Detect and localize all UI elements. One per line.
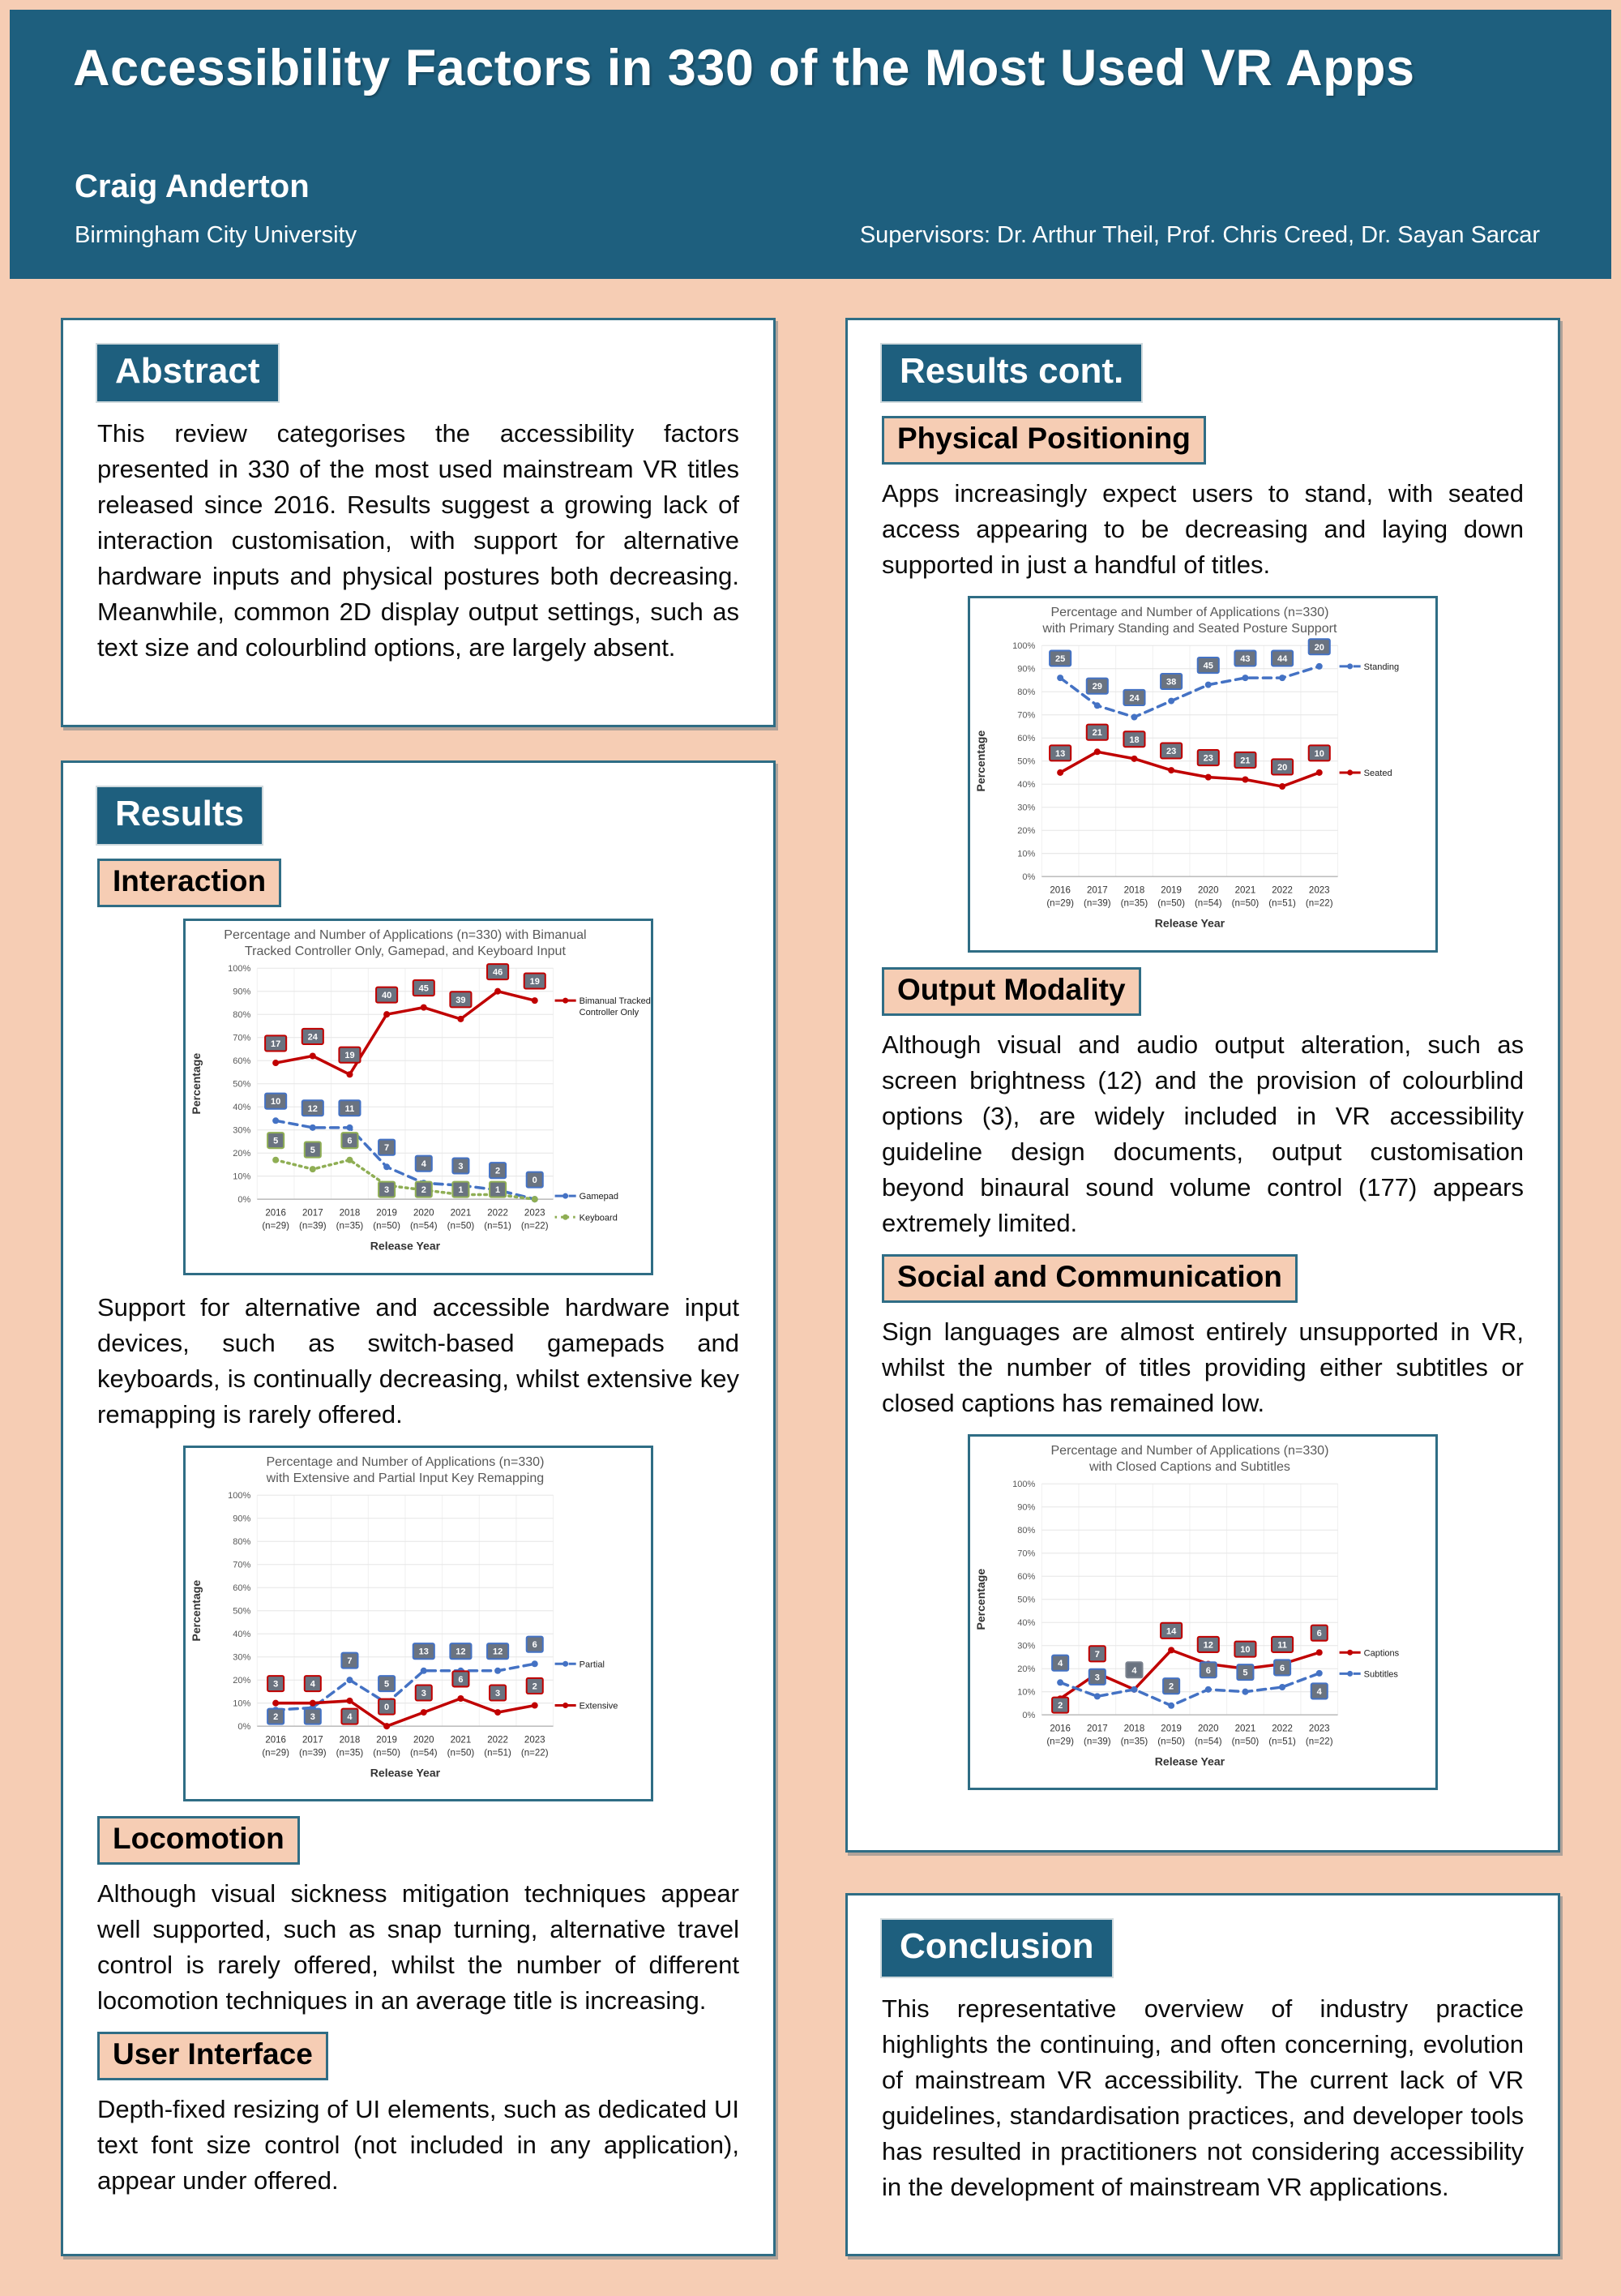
output-modality-body: Although visual and audio output alteration, such as screen brightness (12) and the provision of colourblind options (3), are widely included in VR accessibility guideline design documents, output customisation beyond binaural sound volume control (177) appears extremely limited. [882, 1030, 1524, 1237]
svg-text:2021: 2021 [450, 1208, 472, 1219]
interaction-heading: Interaction [97, 859, 281, 907]
svg-text:10%: 10% [1017, 1687, 1036, 1698]
svg-text:23: 23 [1203, 753, 1213, 764]
svg-text:90%: 90% [233, 987, 251, 997]
svg-text:2019: 2019 [1161, 1723, 1182, 1733]
svg-text:13: 13 [1055, 748, 1066, 759]
svg-text:(n=35): (n=35) [1120, 1737, 1148, 1746]
svg-text:2018: 2018 [339, 1734, 361, 1745]
svg-text:2017: 2017 [1086, 1723, 1108, 1733]
svg-text:with Closed Captions and Subti: with Closed Captions and Subtitles [1089, 1459, 1290, 1474]
svg-text:6: 6 [347, 1136, 353, 1146]
svg-text:(n=22): (n=22) [1305, 898, 1333, 909]
svg-text:0%: 0% [237, 1721, 251, 1732]
svg-text:(n=22): (n=22) [520, 1221, 549, 1232]
svg-text:(n=22): (n=22) [520, 1747, 549, 1758]
svg-text:(n=51): (n=51) [484, 1221, 511, 1232]
svg-text:2020: 2020 [1197, 1723, 1219, 1733]
svg-text:0%: 0% [1022, 1710, 1036, 1720]
svg-text:7: 7 [1094, 1649, 1100, 1660]
svg-text:Standing: Standing [1363, 662, 1400, 672]
poster-title: Accessibility Factors in 330 of the Most Used VR Apps [73, 40, 1415, 96]
svg-text:38: 38 [1165, 677, 1177, 688]
svg-text:6: 6 [1205, 1665, 1211, 1676]
svg-text:2: 2 [273, 1711, 279, 1722]
results-heading: Results [97, 787, 262, 844]
svg-text:4: 4 [310, 1679, 315, 1690]
svg-text:Percentage and Number of Appli: Percentage and Number of Applications (n=330) with Bimanual [224, 927, 587, 943]
conclusion-body: This representative overview of industry practice highlights the continuing, and often concerning, evolution of mainstream VR accessibility. The current lack of VR guidelines, standardisation practices, and developer tools has resulted in practitioners not considering accessibility in the development of mainstream VR applications. [882, 1994, 1524, 2202]
svg-text:3: 3 [495, 1688, 501, 1698]
svg-text:Controller Only: Controller Only [579, 1008, 639, 1018]
svg-text:100%: 100% [1012, 1479, 1036, 1489]
svg-text:Percentage: Percentage [974, 730, 988, 792]
svg-text:12: 12 [492, 1647, 503, 1657]
svg-text:10%: 10% [1017, 849, 1036, 859]
svg-text:Tracked Controller Only, Gamep: Tracked Controller Only, Gamepad, and Keyboard Input [244, 944, 566, 959]
svg-text:2021: 2021 [1234, 885, 1256, 896]
svg-text:2018: 2018 [1123, 885, 1145, 896]
svg-text:(n=54): (n=54) [409, 1747, 438, 1758]
locomotion-body: Although visual sickness mitigation techniques appear well supported, such as snap turning, alternative travel control is rarely offered, whilst the number of different locomotion techniques in an average title is increasing. [97, 1879, 739, 2015]
chart-svg-key-remapping [186, 1448, 651, 1800]
svg-text:10: 10 [1240, 1644, 1251, 1655]
svg-text:3: 3 [458, 1162, 464, 1172]
author-name: Craig Anderton [75, 169, 310, 204]
svg-text:20%: 20% [233, 1149, 251, 1159]
svg-text:3: 3 [421, 1688, 426, 1698]
svg-text:Percentage: Percentage [190, 1052, 203, 1115]
svg-text:Partial: Partial [579, 1659, 605, 1669]
svg-text:(n=54): (n=54) [409, 1221, 438, 1232]
svg-text:Captions: Captions [1363, 1647, 1400, 1658]
chart-captions-subtitles [968, 1434, 1438, 1791]
svg-text:50%: 50% [1017, 1595, 1036, 1605]
svg-text:6: 6 [532, 1639, 537, 1650]
svg-text:2022: 2022 [487, 1208, 508, 1219]
svg-text:90%: 90% [233, 1514, 251, 1524]
svg-text:Bimanual Tracked: Bimanual Tracked [579, 996, 651, 1007]
svg-text:(n=29): (n=29) [1046, 1737, 1074, 1746]
svg-text:2016: 2016 [1050, 1723, 1071, 1733]
svg-text:2018: 2018 [1123, 1723, 1145, 1733]
svg-text:7: 7 [347, 1656, 353, 1666]
conclusion-heading: Conclusion [882, 1920, 1112, 1977]
svg-text:45: 45 [1203, 661, 1213, 671]
results-cont-heading: Results cont. [882, 345, 1141, 401]
supervisors: Supervisors: Dr. Arthur Theil, Prof. Chris Creed, Dr. Sayan Sarcar [859, 222, 1540, 248]
svg-text:10: 10 [1314, 748, 1324, 759]
svg-text:(n=50): (n=50) [1157, 1737, 1185, 1746]
chart-svg-input-methods [186, 921, 651, 1273]
svg-text:(n=50): (n=50) [447, 1747, 475, 1758]
chart-svg-captions-subtitles [970, 1437, 1435, 1788]
user-interface-heading: User Interface [97, 2032, 328, 2080]
svg-text:Gamepad: Gamepad [579, 1192, 619, 1202]
svg-text:2016: 2016 [1050, 885, 1071, 896]
svg-text:Percentage and Number of Appli: Percentage and Number of Applications (n=330) [1050, 605, 1329, 620]
svg-text:(n=35): (n=35) [336, 1221, 364, 1232]
svg-text:2022: 2022 [1272, 1723, 1293, 1733]
svg-text:40%: 40% [1017, 780, 1036, 790]
svg-text:100%: 100% [228, 964, 251, 975]
social-communication-heading: Social and Communication [882, 1254, 1298, 1303]
svg-text:29: 29 [1092, 682, 1102, 692]
svg-text:(n=39): (n=39) [1083, 1737, 1111, 1746]
chart-svg-posture-support [970, 598, 1435, 950]
svg-text:(n=50): (n=50) [447, 1221, 475, 1232]
svg-text:(n=39): (n=39) [298, 1221, 327, 1232]
svg-text:Release Year: Release Year [1154, 1754, 1225, 1768]
results-cont-card [845, 318, 1560, 1853]
physical-positioning-heading: Physical Positioning [882, 416, 1206, 465]
svg-text:4: 4 [347, 1711, 353, 1722]
svg-text:30%: 30% [233, 1652, 251, 1663]
svg-text:0%: 0% [1022, 872, 1036, 883]
svg-text:2: 2 [421, 1185, 426, 1196]
svg-text:20: 20 [1314, 642, 1324, 653]
svg-text:with Extensive and Partial Inp: with Extensive and Partial Input Key Remapping [266, 1470, 545, 1485]
interaction-body: Support for alternative and accessible hardware input devices, such as switch-based gamepads and keyboards, is continually decreasing, whilst extensive key remapping is rarely offered. [97, 1292, 739, 1429]
svg-text:(n=39): (n=39) [1083, 898, 1111, 909]
svg-text:80%: 80% [1017, 688, 1036, 698]
svg-text:3: 3 [1094, 1673, 1100, 1683]
svg-text:5: 5 [384, 1679, 390, 1690]
svg-text:2022: 2022 [1272, 885, 1293, 896]
svg-text:Release Year: Release Year [370, 1765, 441, 1779]
svg-text:50%: 50% [1017, 756, 1036, 767]
affiliation: Birmingham City University [75, 222, 357, 248]
svg-text:2016: 2016 [265, 1208, 286, 1219]
svg-text:7: 7 [384, 1143, 390, 1154]
abstract-heading: Abstract [97, 345, 278, 401]
svg-text:20%: 20% [1017, 1664, 1036, 1674]
svg-text:40: 40 [381, 991, 392, 1001]
svg-text:2019: 2019 [1161, 885, 1182, 896]
svg-text:12: 12 [307, 1103, 318, 1114]
svg-text:20: 20 [1277, 763, 1288, 773]
svg-text:23: 23 [1165, 747, 1177, 757]
svg-text:with Primary Standing and Seat: with Primary Standing and Seated Posture Support [1042, 621, 1337, 636]
svg-text:2023: 2023 [524, 1734, 545, 1745]
svg-text:5: 5 [273, 1136, 279, 1146]
svg-text:(n=51): (n=51) [1268, 1737, 1296, 1746]
svg-text:60%: 60% [233, 1583, 251, 1593]
svg-text:1: 1 [495, 1185, 501, 1196]
svg-text:Seated: Seated [1363, 769, 1392, 779]
user-interface-body: Depth-fixed resizing of UI elements, such as dedicated UI text font size control (not included in any application), appear under offered. [97, 2095, 739, 2195]
svg-text:2021: 2021 [450, 1734, 472, 1745]
svg-text:18: 18 [1129, 735, 1140, 745]
svg-text:3: 3 [384, 1185, 390, 1196]
poster-header [10, 10, 1611, 279]
chart-posture-support [968, 596, 1438, 953]
svg-text:21: 21 [1240, 756, 1251, 766]
svg-text:2: 2 [1058, 1700, 1063, 1711]
svg-text:Percentage and Number of Appli: Percentage and Number of Applications (n=330) [266, 1454, 545, 1469]
svg-text:11: 11 [1277, 1640, 1287, 1651]
locomotion-heading: Locomotion [97, 1816, 300, 1865]
svg-text:2023: 2023 [1308, 1723, 1330, 1733]
svg-text:Subtitles: Subtitles [1363, 1669, 1398, 1680]
svg-text:21: 21 [1092, 728, 1102, 739]
svg-text:5: 5 [310, 1146, 315, 1156]
svg-text:40%: 40% [233, 1629, 251, 1639]
svg-text:(n=22): (n=22) [1305, 1737, 1333, 1746]
svg-text:(n=50): (n=50) [1231, 1737, 1260, 1746]
svg-text:40%: 40% [1017, 1617, 1036, 1628]
svg-text:2020: 2020 [1197, 885, 1219, 896]
svg-text:5: 5 [1242, 1668, 1248, 1678]
svg-text:2021: 2021 [1234, 1723, 1256, 1733]
svg-text:2022: 2022 [487, 1734, 508, 1745]
svg-text:(n=50): (n=50) [1157, 898, 1185, 909]
svg-text:2019: 2019 [376, 1734, 397, 1745]
svg-text:Extensive: Extensive [579, 1701, 618, 1711]
svg-text:80%: 80% [1017, 1525, 1036, 1536]
svg-text:(n=29): (n=29) [262, 1747, 289, 1758]
svg-text:0%: 0% [237, 1195, 251, 1206]
svg-text:80%: 80% [233, 1010, 251, 1021]
svg-text:70%: 70% [1017, 1549, 1036, 1559]
svg-text:70%: 70% [233, 1033, 251, 1043]
svg-text:2017: 2017 [302, 1734, 323, 1745]
svg-text:Release Year: Release Year [1154, 916, 1225, 930]
svg-text:4: 4 [1058, 1658, 1063, 1668]
svg-text:2: 2 [532, 1681, 537, 1692]
svg-text:60%: 60% [233, 1056, 251, 1067]
output-modality-heading: Output Modality [882, 967, 1141, 1016]
svg-text:11: 11 [344, 1103, 355, 1114]
svg-text:2020: 2020 [413, 1208, 434, 1219]
svg-text:24: 24 [1129, 693, 1140, 704]
svg-text:60%: 60% [1017, 1571, 1036, 1582]
svg-text:2: 2 [1169, 1681, 1174, 1692]
social-communication-body: Sign languages are almost entirely unsupported in VR, whilst the number of titles providing either subtitles or closed captions has remained low. [882, 1317, 1524, 1417]
svg-text:4: 4 [1316, 1686, 1322, 1697]
svg-text:(n=29): (n=29) [1046, 898, 1074, 909]
svg-text:2018: 2018 [339, 1208, 361, 1219]
svg-text:Keyboard: Keyboard [579, 1213, 618, 1223]
chart-input-methods [183, 919, 653, 1275]
svg-text:2017: 2017 [1086, 885, 1108, 896]
svg-text:39: 39 [456, 995, 466, 1005]
svg-text:17: 17 [271, 1039, 281, 1049]
physical-positioning-body: Apps increasingly expect users to stand, with seated access appearing to be decreasing and laying down supported in just a handful of titles. [882, 479, 1524, 580]
svg-text:60%: 60% [1017, 734, 1036, 744]
svg-text:(n=51): (n=51) [1268, 898, 1296, 909]
svg-text:70%: 70% [233, 1560, 251, 1570]
svg-text:25: 25 [1055, 654, 1066, 665]
svg-text:(n=35): (n=35) [1120, 898, 1148, 909]
svg-text:12: 12 [1203, 1640, 1213, 1651]
svg-text:(n=50): (n=50) [373, 1221, 400, 1232]
svg-text:0: 0 [384, 1702, 390, 1712]
svg-text:(n=29): (n=29) [262, 1221, 289, 1232]
svg-text:43: 43 [1240, 654, 1251, 665]
svg-text:40%: 40% [233, 1103, 251, 1113]
conclusion-card [845, 1893, 1560, 2256]
svg-text:30%: 30% [233, 1125, 251, 1136]
svg-text:44: 44 [1277, 654, 1288, 665]
svg-text:(n=54): (n=54) [1194, 1737, 1222, 1746]
svg-text:4: 4 [1131, 1665, 1137, 1676]
svg-text:80%: 80% [233, 1536, 251, 1547]
svg-text:4: 4 [421, 1159, 426, 1170]
svg-text:Percentage and Number of Appli: Percentage and Number of Applications (n=330) [1050, 1442, 1329, 1458]
svg-text:70%: 70% [1017, 710, 1036, 721]
svg-text:19: 19 [529, 977, 540, 987]
abstract-card [61, 318, 776, 727]
svg-text:10: 10 [271, 1097, 281, 1107]
svg-text:3: 3 [310, 1711, 315, 1722]
svg-text:6: 6 [458, 1674, 464, 1685]
svg-text:50%: 50% [233, 1606, 251, 1617]
svg-text:(n=35): (n=35) [336, 1747, 364, 1758]
svg-text:Release Year: Release Year [370, 1239, 441, 1253]
svg-text:3: 3 [273, 1679, 279, 1690]
svg-text:10%: 10% [233, 1172, 251, 1182]
chart-key-remapping [183, 1446, 653, 1802]
svg-text:100%: 100% [1012, 641, 1036, 652]
svg-text:90%: 90% [1017, 1502, 1036, 1513]
svg-text:10%: 10% [233, 1698, 251, 1709]
svg-text:45: 45 [418, 983, 429, 994]
svg-text:2023: 2023 [1308, 885, 1330, 896]
svg-text:6: 6 [1280, 1663, 1285, 1673]
svg-text:(n=39): (n=39) [298, 1747, 327, 1758]
svg-text:14: 14 [1165, 1626, 1177, 1637]
svg-text:50%: 50% [233, 1079, 251, 1090]
svg-text:46: 46 [492, 967, 503, 978]
svg-text:2: 2 [495, 1166, 501, 1176]
svg-text:(n=50): (n=50) [373, 1747, 400, 1758]
svg-text:Percentage: Percentage [190, 1579, 203, 1642]
svg-text:2016: 2016 [265, 1734, 286, 1745]
svg-text:(n=54): (n=54) [1194, 898, 1222, 909]
svg-text:6: 6 [1316, 1628, 1322, 1638]
svg-text:19: 19 [344, 1051, 355, 1061]
svg-text:30%: 30% [1017, 803, 1036, 813]
svg-text:2020: 2020 [413, 1734, 434, 1745]
svg-text:2019: 2019 [376, 1208, 397, 1219]
svg-text:2017: 2017 [302, 1208, 323, 1219]
svg-text:(n=50): (n=50) [1231, 898, 1260, 909]
svg-text:30%: 30% [1017, 1641, 1036, 1651]
svg-text:12: 12 [456, 1647, 466, 1657]
svg-text:2023: 2023 [524, 1208, 545, 1219]
svg-text:0: 0 [532, 1176, 537, 1186]
svg-text:13: 13 [418, 1647, 429, 1657]
svg-text:24: 24 [307, 1032, 318, 1043]
svg-text:1: 1 [458, 1185, 464, 1196]
svg-text:(n=51): (n=51) [484, 1747, 511, 1758]
svg-text:20%: 20% [233, 1675, 251, 1686]
svg-text:90%: 90% [1017, 664, 1036, 675]
abstract-body: This review categorises the accessibility factors presented in 330 of the most used mainstream VR titles released since 2016. Results suggest a growing lack of interaction customisation, with support for alternative hardware inputs and physical postures both decreasing. Meanwhile, common 2D display output settings, such as text size and colourblind options, are largely absent. [97, 419, 739, 662]
svg-text:20%: 20% [1017, 826, 1036, 837]
svg-text:Percentage: Percentage [974, 1568, 988, 1630]
results-card [61, 760, 776, 2256]
svg-text:100%: 100% [228, 1490, 251, 1501]
